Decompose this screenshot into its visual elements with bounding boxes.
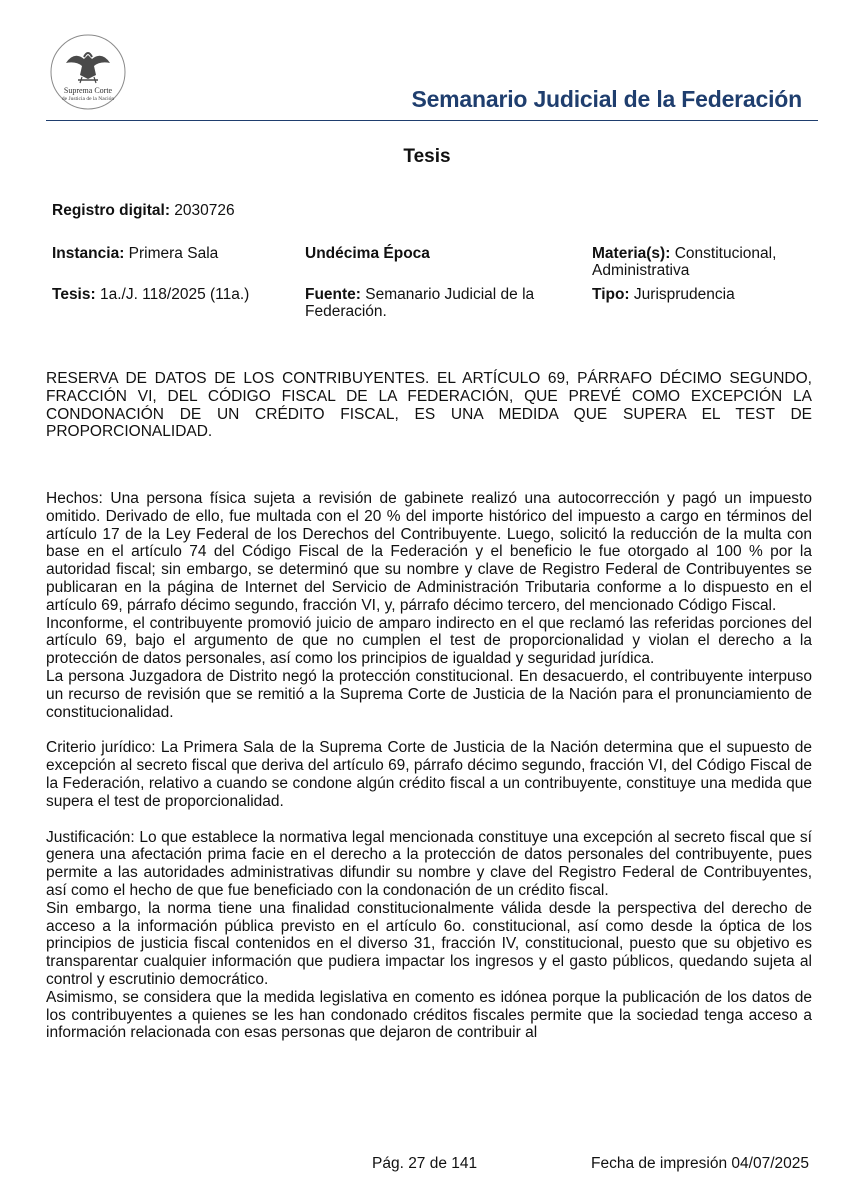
- thesis-body: [46, 490, 812, 1042]
- registro-label: Registro digital:: [52, 202, 170, 219]
- page-number: Pág. 27 de 141: [372, 1155, 478, 1172]
- print-date: Fecha de impresión 04/07/2025: [590, 1155, 809, 1172]
- materia-value: Constitucional, Administrativa: [592, 245, 777, 279]
- paragraph-sin-embargo: Sin embargo, la norma tiene una finalidad constitucionalmente válida desde la perspectiva del derecho de acceso a la información pública previsto en el artículo 6o. constitucional, así como desde la óptica de los principios de justicia fiscal contenidos en el diverso 31, fracción IV, constitucional, puesto que su objetivo es transparentar cualquier información que pudiera impactar los ingresos y el gasto públicos, quedando sujeta al control y escrutinio democrático.: [46, 899, 812, 988]
- paragraph-inconforme: Inconforme, el contribuyente promovió juicio de amparo indirecto en el que reclamó las referidas porciones del artículo 69, bajo el argumento de que no cumplen el test de proporcionalidad y violan el derecho a la protección de datos personales, así como los principios de igualdad y seguridad jurídica.: [46, 614, 812, 668]
- scjn-logo: [44, 33, 132, 111]
- tesis-value: 1a./J. 118/2025 (11a.): [99, 286, 250, 303]
- fuente-value: Semanario Judicial de la Federación.: [305, 286, 535, 320]
- instancia-value: Primera Sala: [128, 245, 219, 262]
- paragraph-criterio: Criterio jurídico: La Primera Sala de la Suprema Corte de Justicia de la Nación determina que el supuesto de excepción al secreto fiscal que deriva del artículo 69, párrafo décimo segundo, fracción VI, del Código Fiscal de la Federación, relativo a cuando se condone algún crédito fiscal a un contribuyente, constituye una medida que supera el test de proporcionalidad.: [46, 739, 812, 810]
- tipo-field: [592, 286, 812, 303]
- logo-line-1: Suprema Corte: [63, 86, 113, 95]
- paragraph-hechos: Hechos: Una persona física sujeta a revisión de gabinete realizó una autocorrección y pagó un impuesto omitido. Derivado de ello, fue multada con el 20 % del importe histórico del impuesto a cargo en términos del artículo 17 de la Ley Federal de los Derechos del Contribuyente. Luego, solicitó la reducción de la multa con base en el artículo 74 del Código Fiscal de la Federación y el beneficio le fue otorgado al 100 % por la autoridad fiscal; sin embargo, se determinó que su nombre y clave de Registro Federal de Contribuyentes se publicaran en la página de Internet del Servicio de Administración Tributaria conforme a lo dispuesto en el artículo 69, párrafo décimo segundo, fracción VI, y, párrafo décimo tercero, del mencionado Código Fiscal.: [46, 490, 812, 614]
- paragraph-asimismo: Asimismo, se considera que la medida legislativa en comento es idónea porque la publicación de los datos de los contribuyentes a quienes se les han condonado créditos fiscales permite que la sociedad tenga acceso a información relacionada con esas personas que dejaron de contribuir al: [46, 988, 812, 1042]
- registro-field: [52, 202, 235, 219]
- epoca-value: Undécima Época: [305, 245, 430, 262]
- materia-label: Materia(s):: [592, 245, 671, 262]
- registro-value: 2030726: [174, 202, 235, 219]
- header-divider: [46, 120, 818, 121]
- thesis-heading: RESERVA DE DATOS DE LOS CONTRIBUYENTES. EL ARTÍCULO 69, PÁRRAFO DÉCIMO SEGUNDO, FRACCIÓN VI, DEL CÓDIGO FISCAL DE LA FEDERACIÓN, QUE PREVÉ COMO EXCEPCIÓN LA CONDONACIÓN DE UN CRÉDITO FISCAL, ES UNA MEDIDA QUE SUPERA EL TEST DE PROPORCIONALIDAD.: [46, 370, 812, 441]
- tesis-label: Tesis:: [52, 286, 96, 303]
- tipo-value: Jurisprudencia: [633, 286, 735, 303]
- document-type: Tesis: [403, 146, 451, 167]
- tipo-label: Tipo:: [592, 286, 630, 303]
- paragraph-justificacion: Justificación: Lo que establece la normativa legal mencionada constituye una excepción al secreto fiscal que sí genera una afectación prima facie en el derecho a la protección de datos personales del contribuyente, pues permite a las autoridades administrativas difundir su nombre y clave del Registro Federal de Contribuyentes, así como el hecho de que fue beneficiado con la condonación de un crédito fiscal.: [46, 828, 812, 899]
- instancia-label: Instancia:: [52, 245, 125, 262]
- epoca-field: [305, 245, 575, 262]
- logo-line-2: de Justicia de la Nación: [61, 96, 115, 102]
- fuente-field: [305, 286, 575, 320]
- tesis-field: [52, 286, 292, 303]
- instancia-field: [52, 245, 292, 262]
- materia-field: [592, 245, 812, 279]
- header-title: Semanario Judicial de la Federación: [411, 86, 802, 112]
- paragraph-juzgadora: La persona Juzgadora de Distrito negó la protección constitucional. En desacuerdo, el contribuyente interpuso un recurso de revisión que se remitió a la Suprema Corte de Justicia de la Nación para el pronunciamiento de constitucionalidad.: [46, 667, 812, 721]
- fuente-label: Fuente:: [305, 286, 361, 303]
